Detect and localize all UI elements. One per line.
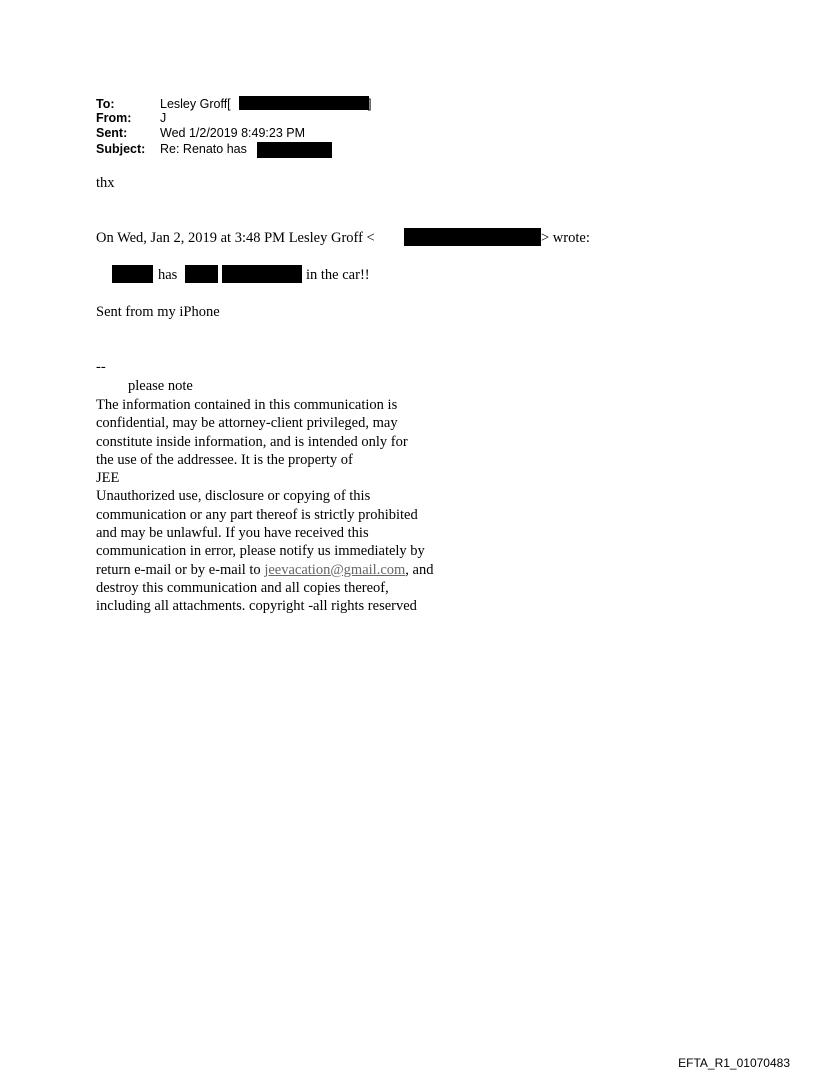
- disclaimer-line: the use of the addressee. It is the property of: [96, 451, 353, 468]
- from-value: J: [160, 111, 167, 125]
- email-link[interactable]: jeevacation@gmail.com: [264, 561, 406, 578]
- disclaimer-line: and may be unlawful. If you have received this: [96, 525, 369, 542]
- to-suffix: ]: [368, 97, 372, 111]
- quote-intro: On Wed, Jan 2, 2019 at 3:48 PM Lesley Groff <: [96, 230, 375, 246]
- please-note: please note: [128, 378, 193, 394]
- disclaimer-line: confidential, may be attorney-client privileged, may: [96, 415, 398, 432]
- to-label: To:: [96, 97, 115, 111]
- disclaimer-line: The information contained in this communication is: [96, 397, 398, 413]
- disclaimer-line: destroy this communication and all copies thereof,: [96, 579, 389, 596]
- subject-label: Subject:: [96, 142, 146, 156]
- quote-intro-end: > wrote:: [541, 230, 590, 246]
- disclaimer-line: JEE: [96, 470, 120, 487]
- disclaimer-line: Unauthorized use, disclosure or copying of this: [96, 488, 371, 505]
- quoted-has: has: [158, 267, 178, 283]
- sent-value: Wed 1/2/2019 8:49:23 PM: [160, 126, 306, 140]
- disclaimer-line: constitute inside information, and is intended only for: [96, 433, 408, 450]
- disclaimer-line: communication or any part thereof is strictly prohibited: [96, 506, 418, 523]
- disclaimer-line: communication in error, please notify us immediately by: [96, 543, 425, 560]
- to-value: Lesley Groff[: [160, 97, 231, 111]
- disclaimer-email-prefix: return e-mail or by e-mail to: [96, 561, 265, 578]
- redaction-box: [222, 265, 302, 283]
- redaction-box: [239, 96, 372, 111]
- quoted-end: in the car!!: [306, 267, 370, 283]
- redaction-box: [404, 228, 541, 246]
- signature-separator: --: [96, 359, 106, 375]
- from-label: From:: [96, 111, 132, 125]
- bates-number: EFTA_R1_01070483: [678, 1056, 790, 1070]
- redaction-box: [112, 265, 153, 283]
- disclaimer: [96, 396, 433, 616]
- redaction-box: [257, 142, 332, 158]
- signature: Sent from my iPhone: [96, 304, 220, 320]
- sent-label: Sent:: [96, 126, 128, 140]
- subject-value: Re: Renato has: [160, 142, 247, 156]
- reply-text: thx: [96, 175, 115, 191]
- disclaimer-email-line: [96, 561, 433, 579]
- disclaimer-email-suffix: , and: [405, 561, 434, 578]
- redaction-box: [185, 265, 218, 283]
- disclaimer-line: including all attachments. copyright -all rights reserved: [96, 598, 417, 615]
